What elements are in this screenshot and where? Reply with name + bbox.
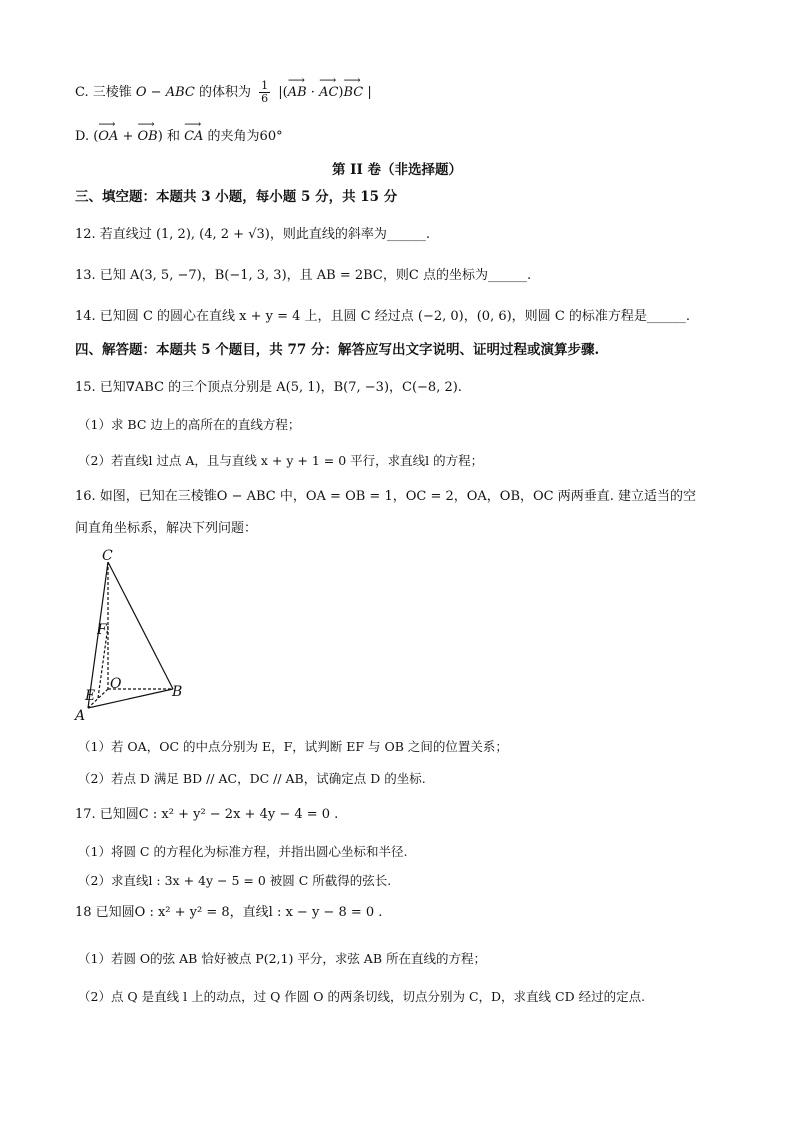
option-d-angle: 的夹角为60° [203, 129, 283, 144]
part-two-title: 第 II 卷（非选择题） [331, 162, 463, 178]
question-12: 12. 若直线过 (1, 2), (4, 2 + √3)，则此直线的斜率为______. [75, 227, 430, 242]
question-16-part-2: （2）若点 D 满足 BD // AC，DC // AB，试确定点 D 的坐标. [78, 771, 426, 786]
question-13: 13. 已知 A(3, 5, −7)，B(−1, 3, 3)，且 AB = 2BC，则C 点的坐标为______. [75, 268, 532, 283]
vector-ac: ⟶ AC [319, 84, 338, 102]
question-15-part-1: （1）求 BC 边上的高所在的直线方程； [78, 417, 301, 432]
expr-end: | [363, 85, 372, 100]
question-16-part-1: （1）若 OA，OC 的中点分别为 E，F，试判断 EF 与 OB 之间的位置关系； [78, 739, 508, 754]
question-18-part-2: （2）点 Q 是直线 l 上的动点，过 Q 作圆 O 的两条切线，切点分别为 C，D，求直线 CD 经过的定点. [78, 989, 646, 1004]
edge-cb [108, 562, 173, 689]
question-17-part-2: （2）求直线l : 3x + 4y − 5 = 0 被圆 C 所截得的弦长. [78, 873, 392, 888]
label-o: O [110, 676, 122, 692]
pyramid-name: O − ABC [135, 85, 195, 100]
label-c: C [102, 548, 113, 564]
option-d-label: D. ( [75, 129, 99, 144]
question-18: 18 已知圆O : x² + y² = 8，直线l : x − y − 8 = 0 . [75, 905, 383, 920]
option-c-label: C. 三棱锥 [75, 85, 132, 100]
option-c [75, 80, 372, 105]
option-d-text: ) 和 [157, 129, 185, 144]
section-four-heading: 四、解答题：本题共 5 个题目，共 77 分：解答应写出文字说明、证明过程或演算步骤. [75, 342, 600, 358]
expr-open: |( [278, 85, 288, 100]
option-d [75, 128, 283, 146]
section-three-heading: 三、填空题：本题共 3 小题，每小题 5 分，共 15 分 [75, 189, 398, 205]
vector-oa: ⟶ OA [98, 128, 118, 146]
question-17: 17. 已知圆C : x² + y² − 2x + 4y − 4 = 0 . [75, 807, 339, 822]
pyramid-figure [70, 548, 200, 728]
fraction-denominator: 6 [261, 92, 269, 105]
label-e: E [85, 688, 96, 704]
fraction-one-sixth [259, 80, 270, 105]
label-b: B [172, 684, 183, 700]
vector-ab: ⟶ AB [288, 84, 307, 102]
question-16-line-1: 16. 如图，已知在三棱锥O − ABC 中，OA = OB = 1，OC = 2，OA，OB，OC 两两垂直. 建立适当的空 [75, 489, 697, 504]
question-17-part-1: （1）将圆 C 的方程化为标准方程，并指出圆心坐标和半径. [78, 844, 408, 859]
vector-bc: ⟶ BC [344, 84, 364, 102]
option-c-text: 的体积为 [198, 85, 256, 100]
plus-operator: + [118, 129, 138, 144]
fraction-numerator: 1 [261, 79, 269, 92]
label-a: A [75, 708, 86, 724]
question-15: 15. 已知∇ABC 的三个顶点分别是 A(5, 1)，B(7, −3)，C(−8, 2). [75, 380, 462, 395]
vector-ca: ⟶ CA [184, 128, 203, 146]
expr-close: ) [338, 85, 344, 100]
question-15-part-2: （2）若直线l 过点 A，且与直线 x + y + 1 = 0 平行，求直线l 的方程； [78, 453, 484, 468]
edge-ab [88, 689, 173, 708]
vector-ob: ⟶ OB [138, 128, 158, 146]
question-16-line-2: 间直角坐标系，解决下列问题： [75, 521, 258, 536]
question-14: 14. 已知圆 C 的圆心在直线 x + y = 4 上，且圆 C 经过点 (−2, 0)，(0, 6)，则圆 C 的标准方程是______. [75, 309, 691, 324]
label-f: F [97, 622, 107, 638]
question-18-part-1: （1）若圆 O的弦 AB 恰好被点 P(2,1) 平分，求弦 AB 所在直线的方程； [78, 951, 486, 966]
dot-operator: · [306, 85, 320, 100]
